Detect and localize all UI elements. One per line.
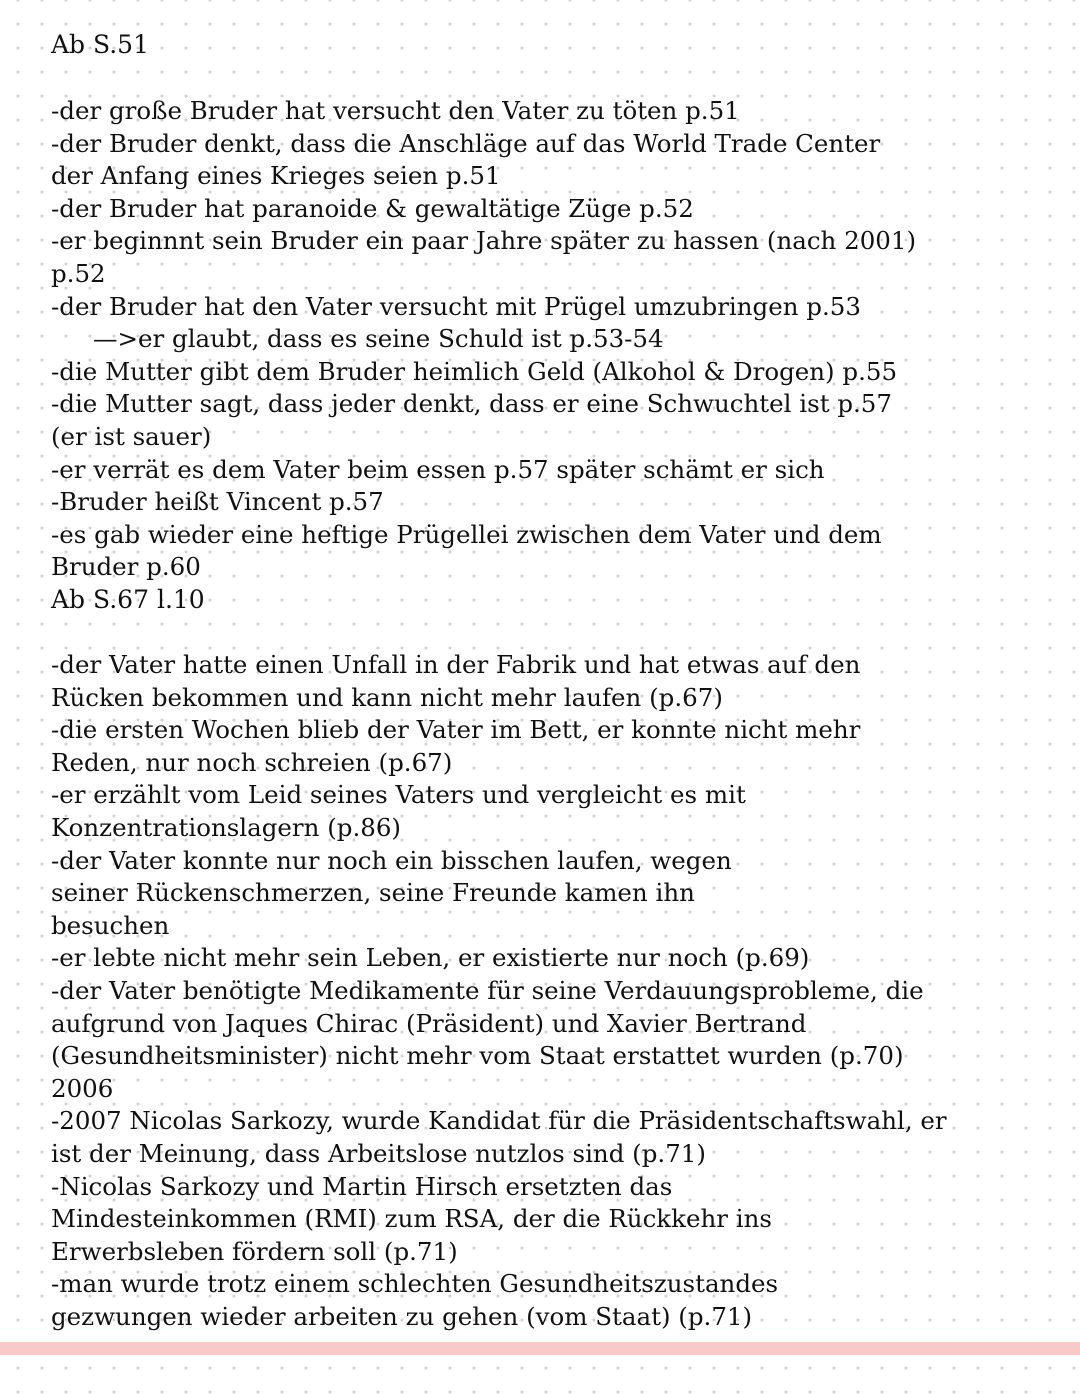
list-item: -er verrät es dem Vater beim essen p.57 später schämt er sich	[51, 454, 825, 484]
page-bottom-band	[0, 1342, 1080, 1355]
list-item: -der Bruder hat den Vater versucht mit Prügel umzubringen p.53	[51, 291, 861, 321]
section-heading-s51: Ab S.51	[51, 30, 149, 59]
list-item: -die ersten Wochen blieb der Vater im Bett, er konnte nicht mehr Reden, nur noch schreien (p.67)	[51, 715, 861, 777]
list-item: —>er glaubt, dass es seine Schuld ist p.53-54	[93, 324, 664, 354]
list-item: -es gab wieder eine heftige Prügellei zwischen dem Vater und dem Bruder p.60	[51, 519, 882, 582]
list-item: -der Vater hatte einen Unfall in der Fabrik und hat etwas auf den Rücken bekommen und kann nicht mehr laufen (p.67)	[51, 650, 861, 712]
list-item: -die Mutter sagt, dass jeder denkt, dass er eine Schwuchtel ist p.57 (er ist sauer)	[51, 389, 892, 451]
list-item: -der Vater konnte nur noch ein bisschen laufen, wegen seiner Rückenschmerzen, seine Freunde kamen ihn besuchen	[51, 845, 732, 940]
list-item: -der Bruder denkt, dass die Anschläge auf das World Trade Center der Anfang eines Krieges seien p.51	[51, 128, 881, 191]
list-item: -Nicolas Sarkozy und Martin Hirsch ersetzten das Mindesteinkommen (RMI) zum RSA, der die Rückkehr ins Erwerbsleben fördern soll (p.71)	[51, 1171, 772, 1266]
list-item: -Bruder heißt Vincent p.57	[51, 487, 384, 517]
list-item: -die Mutter gibt dem Bruder heimlich Geld (Alkohol & Drogen) p.55	[51, 356, 898, 386]
list-item: -er erzählt vom Leid seines Vaters und vergleicht es mit Konzentrationslagern (p.86)	[51, 780, 746, 842]
section-heading-s67: Ab S.67 l.10	[51, 585, 205, 614]
notes-list-s51	[51, 95, 951, 584]
list-item: -2007 Nicolas Sarkozy, wurde Kandidat für die Präsidentschaftswahl, er ist der Meinung, dass Arbeitslose nutzlos sind (p.71)	[51, 1106, 947, 1168]
list-item: -der Vater benötigte Medikamente für seine Verdauungsprobleme, die aufgrund von Jaques Chirac (Präsident) und Xavier Bertrand (Gesundheitsminister) nicht mehr vom Staat erstattet wurden (p.70) 2006	[51, 975, 924, 1103]
list-item: -er lebte nicht mehr sein Leben, er existierte nur noch (p.69)	[51, 943, 810, 973]
list-item: -er beginnnt sein Bruder ein paar Jahre später zu hassen (nach 2001) p.52	[51, 226, 917, 288]
list-item: -der große Bruder hat versucht den Vater zu töten p.51	[51, 96, 740, 125]
list-item: -der Bruder hat paranoide & gewaltätige Züge p.52	[51, 193, 694, 223]
list-item: -man wurde trotz einem schlechten Gesundheitszustandes gezwungen wieder arbeiten zu gehen (vom Staat) (p.71)	[51, 1269, 779, 1331]
notes-list-s67	[51, 649, 951, 1333]
